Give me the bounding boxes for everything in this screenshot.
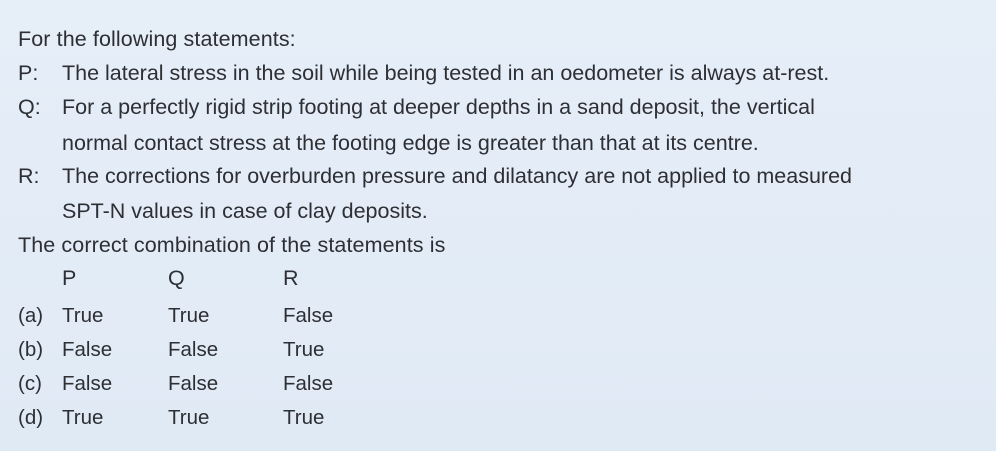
question-prompt: The correct combination of the statements is — [18, 233, 446, 257]
column-header-p: P — [62, 266, 77, 290]
option-b-label: (b) — [18, 338, 44, 361]
option-a-label: (a) — [18, 304, 44, 327]
question-intro: For the following statements: — [18, 27, 296, 51]
option-d-label: (d) — [18, 406, 44, 429]
option-a-q: True — [168, 304, 210, 327]
option-b-p: False — [62, 338, 113, 361]
option-c-r: False — [283, 372, 334, 395]
statement-p-label: P: — [18, 61, 39, 85]
option-b-q: False — [168, 338, 219, 361]
statement-r-text-line1: The corrections for overburden pressure and dilatancy are not applied to measured — [62, 164, 852, 188]
option-d-r: True — [283, 406, 325, 429]
option-d-p: True — [62, 406, 104, 429]
option-a-p: True — [62, 304, 104, 327]
option-d-q: True — [168, 406, 210, 429]
option-b-r: True — [283, 338, 325, 361]
statement-r-text-line2: SPT-N values in case of clay deposits. — [62, 199, 428, 223]
statement-r-label: R: — [18, 164, 40, 188]
statement-q-text-line2: normal contact stress at the footing edge is greater than that at its centre. — [62, 131, 759, 155]
statement-q-label: Q: — [18, 95, 41, 119]
statement-p-text: The lateral stress in the soil while being tested in an oedometer is always at-rest. — [62, 61, 830, 85]
option-a-r: False — [283, 304, 334, 327]
option-c-q: False — [168, 372, 219, 395]
option-c-label: (c) — [18, 372, 42, 395]
column-header-r: R — [283, 266, 299, 290]
column-header-q: Q — [168, 266, 185, 290]
statement-q-text-line1: For a perfectly rigid strip footing at deeper depths in a sand deposit, the vertical — [62, 95, 815, 119]
option-c-p: False — [62, 372, 113, 395]
